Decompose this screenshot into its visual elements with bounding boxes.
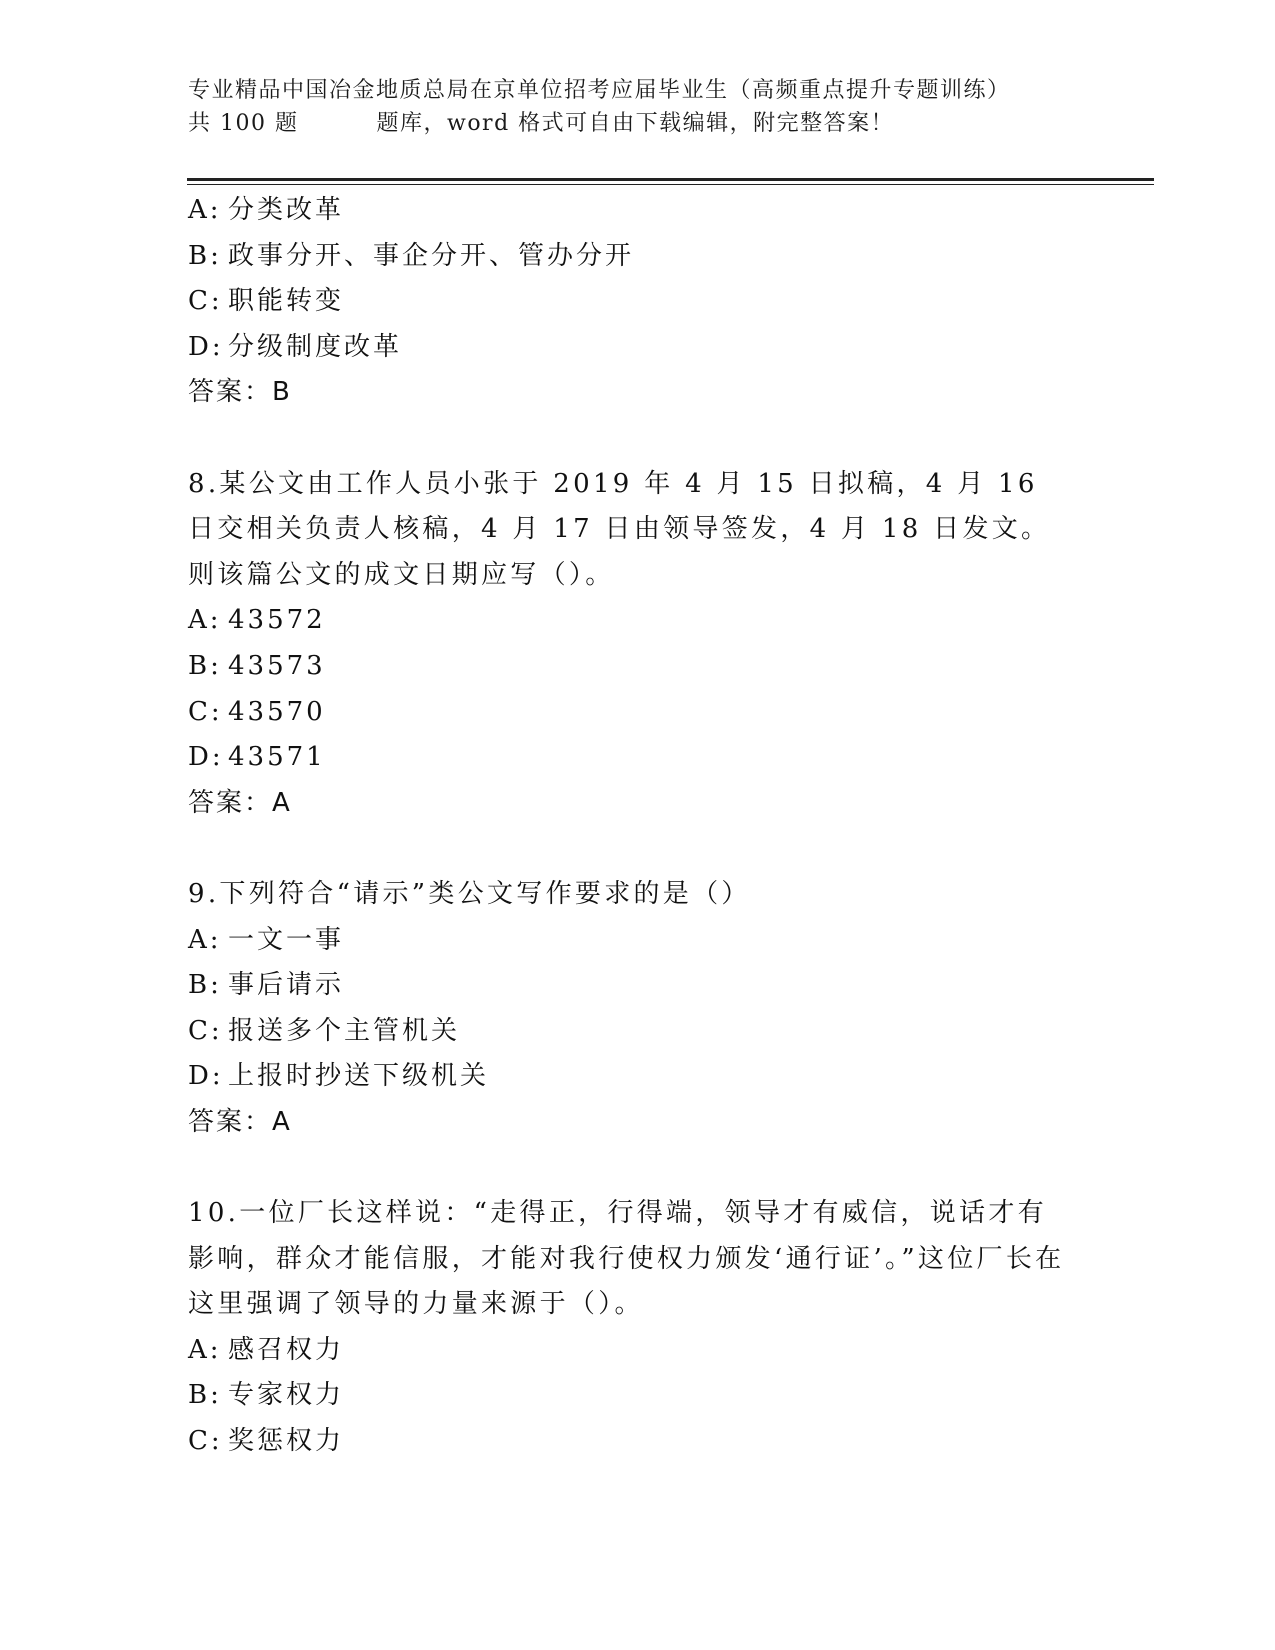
question-list	[188, 188, 1088, 1465]
option-d: D: 上报时抄送下级机关	[188, 1061, 490, 1092]
question-stem: 9.下列符合“请示”类公文写作要求的是（）	[188, 878, 751, 909]
option-b: B: 政事分开、事企分开、管办分开	[188, 240, 635, 271]
option-a: A: 一文一事	[188, 924, 345, 955]
question-9	[188, 872, 1088, 1146]
option-c: C: 43570	[188, 696, 326, 727]
header-rule-thin	[187, 184, 1154, 185]
option-c: C: 报送多个主管机关	[188, 1015, 461, 1046]
option-a: A: 分类改革	[188, 195, 345, 225]
header-title: 专业精品中国冶金地质总局在京单位招考应届毕业生（高频重点提升专题训练）	[188, 78, 1011, 103]
header-count: 共 100 题	[188, 111, 299, 136]
answer-line: 答案：B	[188, 377, 292, 408]
header-subtitle	[188, 107, 1128, 140]
question-stem: 10.一位厂长这样说：“走得正，行得端，领导才有威信，说话才有影响，群众才能信服，才能对我行使权力颁发‘通行证’。”这位厂长在这里强调了领导的力量来源于（）。	[188, 1198, 1065, 1320]
option-d: D: 分级制度改革	[188, 331, 403, 362]
question-stem: 8.某公文由工作人员小张于 2019 年 4 月 15 日拟稿，4 月 16 日交相关负责人核稿，4 月 17 日由领导签发，4 月 18 日发文。则该篇公文的成文日期应写（）。	[188, 468, 1051, 590]
answer-line: 答案：A	[188, 787, 292, 818]
question-8	[188, 462, 1088, 827]
option-c: C: 职能转变	[188, 286, 345, 317]
answer-line: 答案：A	[188, 1106, 292, 1137]
option-d: D: 43571	[188, 742, 326, 773]
question-7-continued	[188, 188, 1088, 416]
header-description: 题库，word 格式可自由下载编辑，附完整答案！	[376, 111, 895, 136]
option-b: B: 43573	[188, 650, 326, 681]
option-b: B: 专家权力	[188, 1380, 345, 1411]
header-rule-thick	[187, 178, 1154, 181]
option-a: A: 感召权力	[188, 1334, 345, 1365]
option-b: B: 事后请示	[188, 970, 345, 1001]
page-header	[188, 74, 1128, 140]
option-c: C: 奖惩权力	[188, 1426, 345, 1457]
question-10	[188, 1191, 1088, 1465]
option-a: A: 43572	[188, 605, 326, 636]
